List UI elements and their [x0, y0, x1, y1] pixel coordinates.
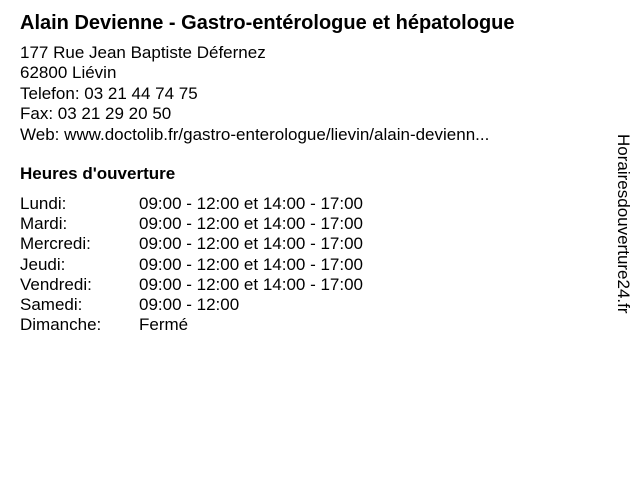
- hours-time: Fermé: [139, 315, 189, 335]
- hours-time: 09:00 - 12:00 et 14:00 - 17:00: [139, 274, 364, 294]
- hours-day: Vendredi:: [20, 274, 92, 294]
- hours-day: Jeudi:: [20, 254, 66, 274]
- hours-time: 09:00 - 12:00 et 14:00 - 17:00: [139, 254, 364, 274]
- hours-day: Lundi:: [20, 194, 67, 213]
- address-city: 62800 Liévin: [20, 63, 117, 83]
- fax-number: Fax: 03 21 29 20 50: [20, 104, 172, 124]
- hours-heading: Heures d'ouverture: [20, 164, 176, 183]
- hours-time: 09:00 - 12:00: [139, 294, 240, 314]
- hours-day: Mercredi:: [20, 234, 91, 254]
- website-link[interactable]: Web: www.doctolib.fr/gastro-enterologue/lievin/alain-devienn...: [20, 124, 490, 144]
- address-street: 177 Rue Jean Baptiste Défernez: [20, 43, 266, 62]
- hours-day: Samedi:: [20, 294, 83, 314]
- hours-time: 09:00 - 12:00 et 14:00 - 17:00: [139, 214, 364, 234]
- business-title: Alain Devienne - Gastro-entérologue et hépatologue: [20, 12, 515, 34]
- hours-day: Mardi:: [20, 214, 68, 234]
- hours-time: 09:00 - 12:00 et 14:00 - 17:00: [139, 194, 364, 213]
- site-watermark: Horairesdouverture24.fr: [614, 134, 633, 314]
- hours-day: Dimanche:: [20, 315, 102, 335]
- phone-number[interactable]: Telefon: 03 21 44 74 75: [20, 83, 198, 103]
- contact-block: [20, 43, 489, 145]
- hours-time: 09:00 - 12:00 et 14:00 - 17:00: [139, 234, 364, 254]
